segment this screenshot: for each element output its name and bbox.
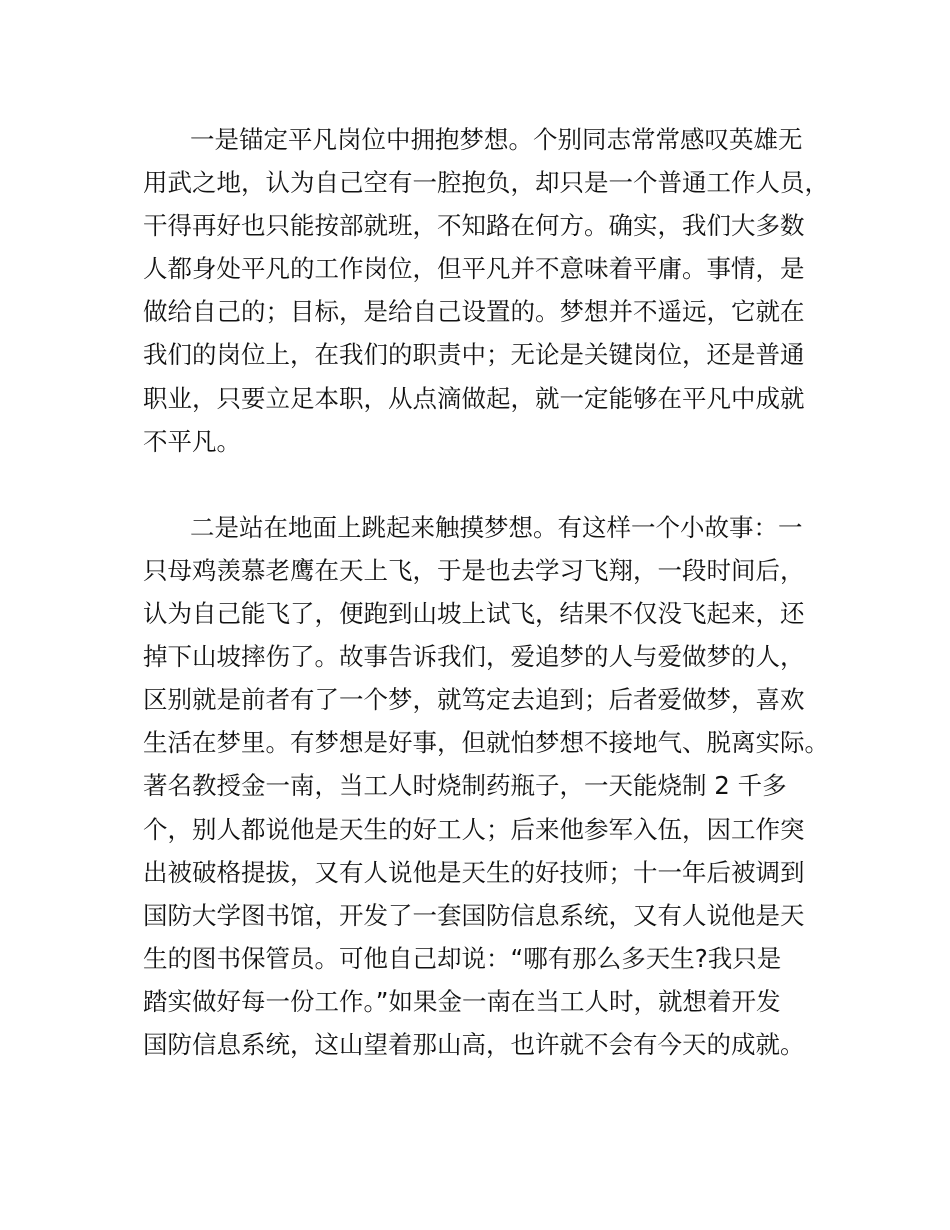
text-line: 踏实做好每一份工作。”如果金一南在当工人时，就想着开发 (143, 986, 781, 1016)
text-line: 著名教授金一南，当工人时烧制药瓶子，一天能烧制 2 千多 (143, 771, 787, 801)
text-line: 二是站在地面上跳起来触摸梦想。有这样一个小故事：一 (190, 512, 803, 542)
text-line: 生的图书保管员。可他自己却说：“哪有那么多天生?我只是 (143, 943, 782, 973)
paragraph-1 (143, 118, 843, 463)
text-line: 用武之地，认为自己空有一腔抱负，却只是一个普通工作人员， (143, 168, 829, 198)
text-line: 出被破格提拔，又有人说他是天生的好技师；十一年后被调到 (143, 857, 805, 887)
document-page (143, 118, 843, 1066)
text-line: 生活在梦里。有梦想是好事，但就怕梦想不接地气、脱离实际。 (143, 728, 829, 758)
text-line: 职业，只要立足本职，从点滴做起，就一定能够在平凡中成就 (143, 383, 805, 413)
text-line: 掉下山坡摔伤了。故事告诉我们，爱追梦的人与爱做梦的人， (143, 642, 805, 672)
text-line: 干得再好也只能按部就班，不知路在何方。确实，我们大多数 (143, 211, 805, 241)
text-line: 人都身处平凡的工作岗位，但平凡并不意味着平庸。事情，是 (143, 254, 805, 284)
text-line: 做给自己的；目标，是给自己设置的。梦想并不遥远，它就在 (143, 297, 805, 327)
text-line: 个，别人都说他是天生的好工人；后来他参军入伍，因工作突 (143, 814, 805, 844)
text-line: 国防大学图书馆，开发了一套国防信息系统，又有人说他是天 (143, 900, 805, 930)
text-line: 不平凡。 (143, 426, 241, 456)
text-line: 认为自己能飞了，便跑到山坡上试飞，结果不仅没飞起来，还 (143, 599, 805, 629)
text-line: 只母鸡羡慕老鹰在天上飞，于是也去学习飞翔，一段时间后， (143, 555, 805, 585)
paragraph-spacer (143, 463, 843, 506)
paragraph-2 (143, 506, 843, 1066)
text-line: 我们的岗位上，在我们的职责中；无论是关键岗位，还是普通 (143, 340, 805, 370)
text-line: 国防信息系统，这山望着那山高，也许就不会有今天的成就。 (143, 1029, 805, 1059)
text-line: 一是锚定平凡岗位中拥抱梦想。个别同志常常感叹英雄无 (190, 125, 803, 154)
text-line: 区别就是前者有了一个梦，就笃定去追到；后者爱做梦，喜欢 (143, 685, 805, 715)
